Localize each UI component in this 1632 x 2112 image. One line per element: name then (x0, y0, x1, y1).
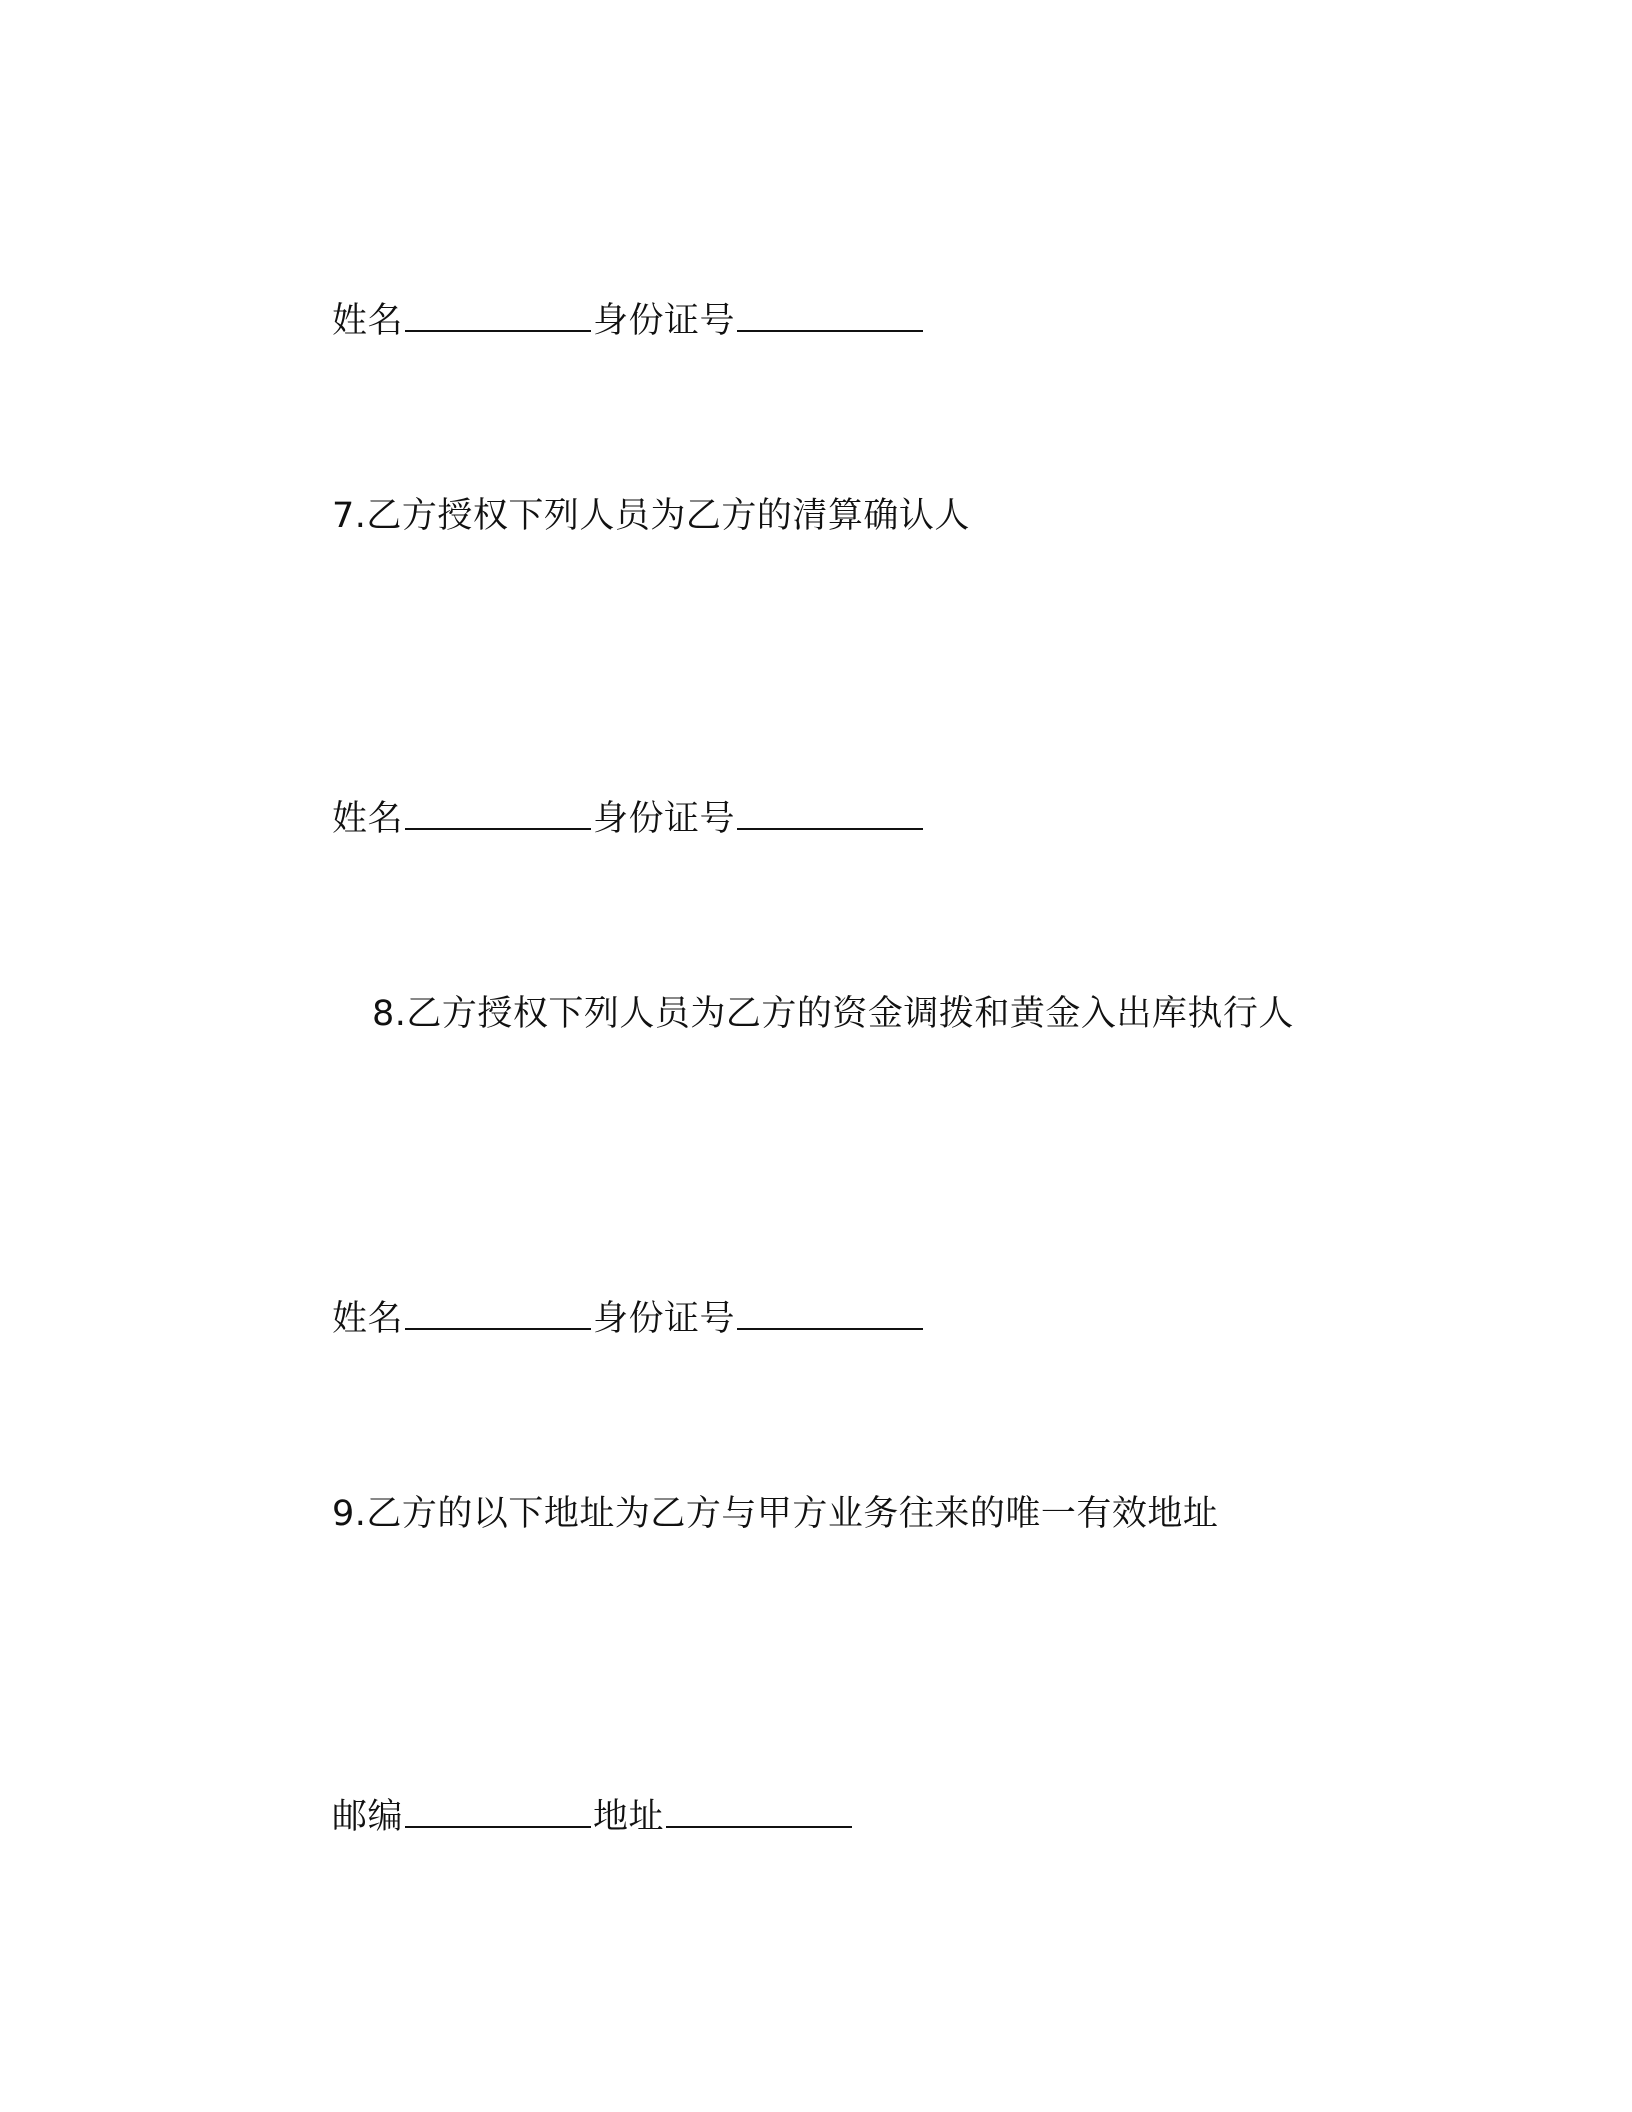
clause-9: 9.乙方的以下地址为乙方与甲方业务往来的唯一有效地址 (332, 1494, 1219, 1534)
name-label: 姓名 (332, 1299, 404, 1339)
id-number-label: 身份证号 (593, 1299, 736, 1339)
id-number-blank[interactable] (737, 792, 923, 830)
id-number-blank[interactable] (737, 294, 923, 332)
id-number-label: 身份证号 (593, 799, 736, 839)
name-id-row-3 (332, 1292, 925, 1341)
name-blank[interactable] (405, 294, 591, 332)
postcode-label: 邮编 (332, 1797, 404, 1837)
postcode-address-row (332, 1790, 854, 1839)
clause-7: 7.乙方授权下列人员为乙方的清算确认人 (332, 496, 970, 536)
id-number-blank[interactable] (737, 1292, 923, 1330)
postcode-blank[interactable] (405, 1790, 591, 1828)
name-id-row-1 (332, 294, 925, 343)
id-number-label: 身份证号 (593, 301, 736, 341)
address-label: 地址 (593, 1797, 665, 1837)
name-label: 姓名 (332, 301, 404, 341)
name-id-row-2 (332, 792, 925, 841)
clause-8: 8.乙方授权下列人员为乙方的资金调拨和黄金入出库执行人 (372, 994, 1294, 1034)
address-blank[interactable] (666, 1790, 852, 1828)
name-blank[interactable] (405, 792, 591, 830)
name-label: 姓名 (332, 799, 404, 839)
name-blank[interactable] (405, 1292, 591, 1330)
